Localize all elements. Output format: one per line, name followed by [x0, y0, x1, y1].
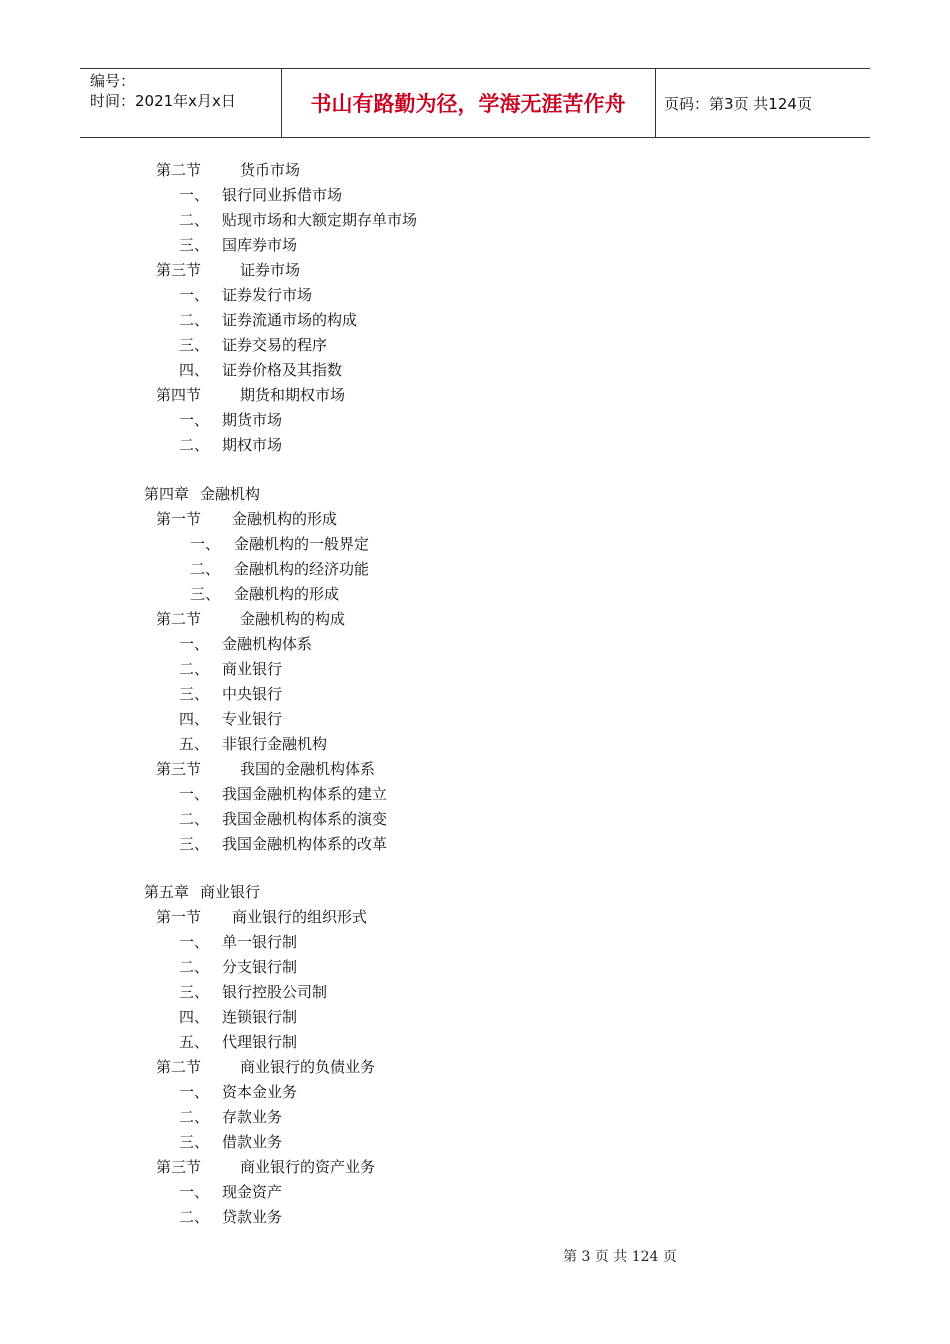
header-divider — [655, 69, 656, 137]
toc-entry-title: 国库券市场 — [222, 236, 298, 254]
toc-entry-number: 二、 — [179, 1108, 210, 1126]
toc-entry-title: 商业银行 — [222, 660, 283, 678]
toc-entry-number: 一、 — [179, 1083, 210, 1101]
toc-entry-number: 三、 — [179, 336, 210, 354]
toc-entry-title: 商业银行 — [200, 883, 261, 901]
toc-entry-number: 一、 — [179, 411, 210, 429]
toc-entry-number: 三、 — [179, 983, 210, 1001]
toc-entry-title: 货币市场 — [240, 161, 301, 179]
toc-entry-number: 第四节 — [156, 386, 202, 404]
toc-entry-title: 金融机构体系 — [222, 635, 313, 653]
header-meta — [90, 71, 236, 111]
toc-entry-title: 连锁银行制 — [222, 1008, 298, 1026]
toc-entry-title: 证券交易的程序 — [222, 336, 328, 354]
toc-entry-title: 证券发行市场 — [222, 286, 313, 304]
toc-entry-title: 借款业务 — [222, 1133, 283, 1151]
toc-entry-number: 三、 — [179, 1133, 210, 1151]
page-header — [80, 68, 870, 138]
toc-entry-number: 二、 — [179, 660, 210, 678]
toc-entry-title: 证券流通市场的构成 — [222, 311, 358, 329]
toc-entry-title: 期货市场 — [222, 411, 283, 429]
toc-entry-number: 二、 — [179, 1208, 210, 1226]
toc-entry-number: 五、 — [179, 735, 210, 753]
toc-entry-number: 第五章 — [144, 883, 190, 901]
toc-entry-number: 二、 — [179, 211, 210, 229]
toc-entry-number: 一、 — [179, 635, 210, 653]
toc-entry-number: 第一节 — [156, 510, 202, 528]
toc-entry-title: 代理银行制 — [222, 1033, 298, 1051]
toc-entry-number: 四、 — [179, 361, 210, 379]
toc-entry-number: 二、 — [190, 560, 221, 578]
toc-entry-title: 存款业务 — [222, 1108, 283, 1126]
toc-entry-title: 金融机构的构成 — [240, 610, 346, 628]
toc-entry-number: 一、 — [179, 286, 210, 304]
toc-entry-title: 我国金融机构体系的改革 — [222, 835, 388, 853]
toc-entry-number: 二、 — [179, 958, 210, 976]
toc-entry-number: 三、 — [179, 835, 210, 853]
toc-entry-number: 三、 — [179, 685, 210, 703]
toc-entry-number: 三、 — [190, 585, 221, 603]
document-number-label: 编号： — [90, 72, 136, 90]
toc-entry-title: 期权市场 — [222, 436, 283, 454]
toc-entry-number: 四、 — [179, 1008, 210, 1026]
toc-entry-title: 银行控股公司制 — [222, 983, 328, 1001]
toc-entry-number: 第三节 — [156, 760, 202, 778]
toc-entry-number: 三、 — [179, 236, 210, 254]
toc-entry-number: 四、 — [179, 710, 210, 728]
toc-entry-title: 证券市场 — [240, 261, 301, 279]
toc-entry-title: 我国金融机构体系的演变 — [222, 810, 388, 828]
toc-entry-number: 第四章 — [144, 485, 190, 503]
toc-entry-number: 一、 — [179, 186, 210, 204]
toc-entry-title: 证券价格及其指数 — [222, 361, 343, 379]
header-page-info: 页码：第3页 共124页 — [664, 95, 812, 113]
toc-entry-title: 金融机构的形成 — [232, 510, 338, 528]
toc-entry-number: 第三节 — [156, 261, 202, 279]
toc-entry-title: 贴现市场和大额定期存单市场 — [222, 211, 418, 229]
toc-entry-title: 我国金融机构体系的建立 — [222, 785, 388, 803]
toc-entry-number: 一、 — [179, 933, 210, 951]
toc-entry-number: 第二节 — [156, 161, 202, 179]
toc-entry-number: 第二节 — [156, 1058, 202, 1076]
document-date: 时间：2021年x月x日 — [90, 92, 236, 110]
header-motto: 书山有路勤为径，学海无涯苦作舟 — [310, 92, 626, 116]
toc-entry-title: 贷款业务 — [222, 1208, 283, 1226]
toc-entry-number: 二、 — [179, 311, 210, 329]
toc-entry-title: 银行同业拆借市场 — [222, 186, 343, 204]
toc-entry-number: 第二节 — [156, 610, 202, 628]
toc-entry-title: 金融机构的形成 — [234, 585, 340, 603]
toc-entry-title: 商业银行的资产业务 — [240, 1158, 376, 1176]
toc-entry-title: 现金资产 — [222, 1183, 283, 1201]
toc-entry-number: 五、 — [179, 1033, 210, 1051]
toc-entry-number: 二、 — [179, 436, 210, 454]
toc-entry-title: 非银行金融机构 — [222, 735, 328, 753]
toc-entry-title: 资本金业务 — [222, 1083, 298, 1101]
toc-entry-number: 一、 — [179, 1183, 210, 1201]
toc-entry-title: 金融机构的一般界定 — [234, 535, 370, 553]
toc-entry-title: 我国的金融机构体系 — [240, 760, 376, 778]
toc-entry-title: 金融机构的经济功能 — [234, 560, 370, 578]
toc-entry-number: 一、 — [179, 785, 210, 803]
toc-entry-title: 单一银行制 — [222, 933, 298, 951]
toc-entry-number: 一、 — [190, 535, 221, 553]
toc-entry-title: 期货和期权市场 — [240, 386, 346, 404]
toc-entry-title: 中央银行 — [222, 685, 283, 703]
toc-entry-number: 二、 — [179, 810, 210, 828]
toc-entry-number: 第一节 — [156, 908, 202, 926]
toc-entry-title: 专业银行 — [222, 710, 283, 728]
toc-entry-title: 金融机构 — [200, 485, 261, 503]
toc-entry-number: 第三节 — [156, 1158, 202, 1176]
toc-entry-title: 分支银行制 — [222, 958, 298, 976]
toc-entry-title: 商业银行的负债业务 — [240, 1058, 376, 1076]
toc-entry-title: 商业银行的组织形式 — [232, 908, 368, 926]
page-footer: 第 3 页 共 124 页 — [563, 1249, 677, 1265]
